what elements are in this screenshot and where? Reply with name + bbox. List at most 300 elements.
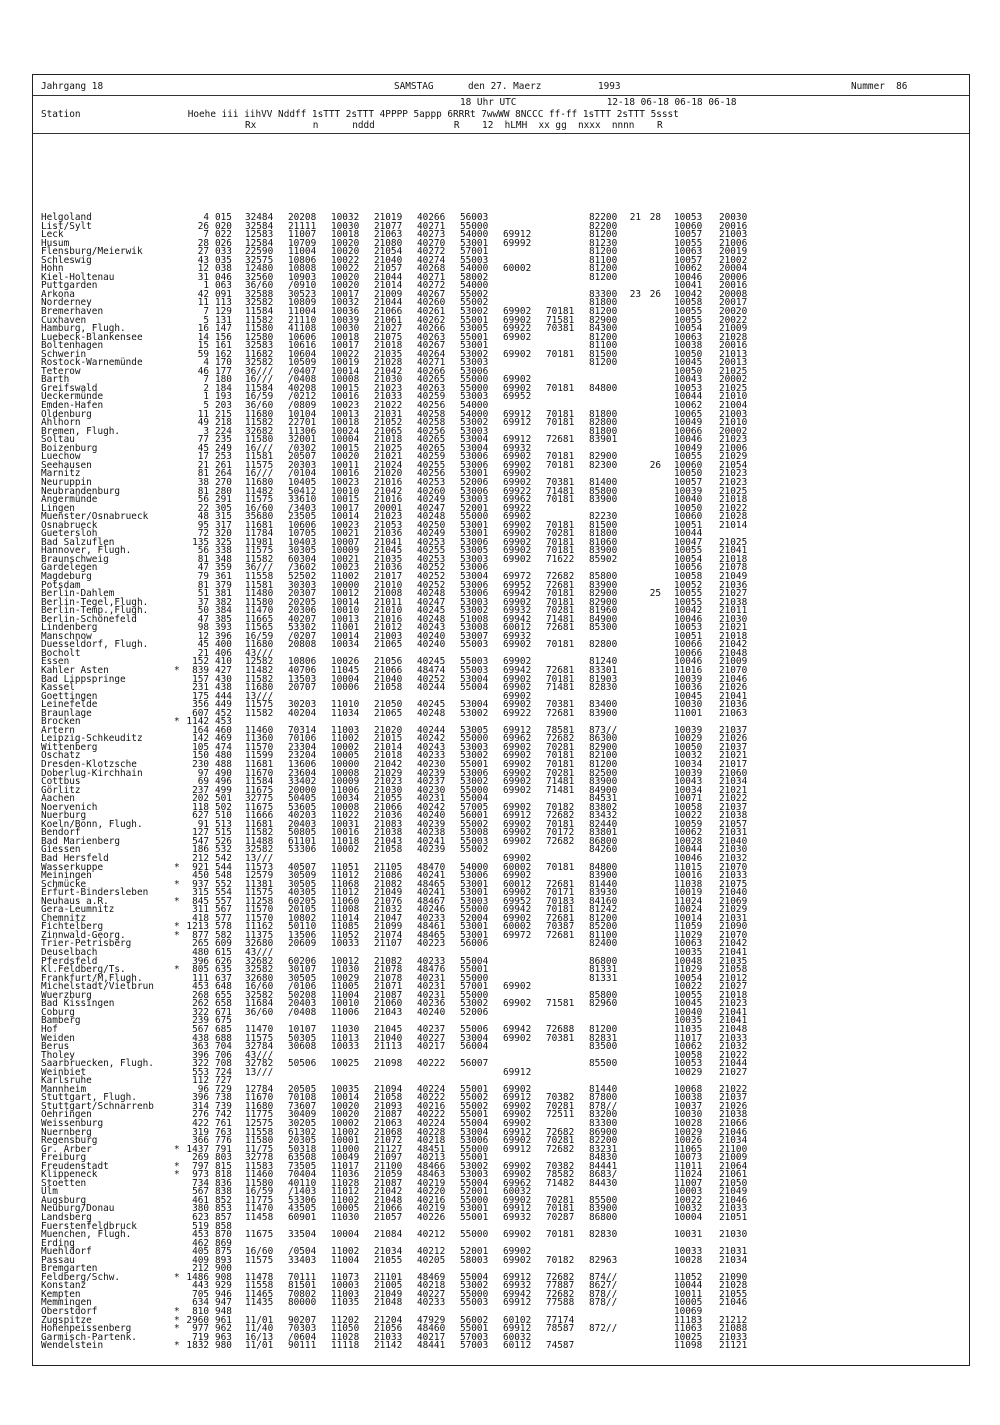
- field-8nccc: 82200: [589, 1135, 618, 1147]
- field-min: 21018: [719, 494, 748, 506]
- field-1sttt: 10015: [331, 442, 360, 454]
- station-name: Kahler Asten: [41, 664, 109, 676]
- field-8nccc: 873//: [589, 724, 618, 736]
- elevation: 311: [192, 904, 209, 916]
- field-4pppp: 40223: [417, 938, 446, 950]
- field-4pppp: 40222: [417, 1058, 446, 1070]
- field-min: 21029: [719, 451, 748, 463]
- elevation: 396: [192, 955, 209, 967]
- field-1sttt: 11030: [331, 1023, 360, 1035]
- field-7wwww: 70181: [546, 750, 575, 762]
- field-min: 21009: [719, 323, 748, 335]
- mountain-marker: *: [174, 1314, 180, 1326]
- elevation: 734: [192, 1177, 209, 1189]
- station-id: 542: [215, 853, 232, 865]
- field-2sttt: 21060: [374, 998, 403, 1010]
- field-6rrrt: 69902: [503, 536, 532, 548]
- table-row: [33, 1126, 969, 1138]
- field-8nccc: 84441: [589, 1160, 618, 1172]
- station-id: 776: [215, 1135, 232, 1147]
- field-1sttt: 10017: [331, 288, 360, 300]
- field-8nccc: 87800: [589, 1092, 618, 1104]
- station-id: 184: [215, 382, 232, 394]
- table-row: [33, 564, 969, 573]
- field-5appp: 53008: [460, 827, 489, 839]
- field-max: 10046: [674, 271, 703, 283]
- field-5appp: 53007: [460, 630, 489, 642]
- field-iihvv: 43///: [245, 647, 274, 659]
- field-5appp: 55004: [460, 1177, 489, 1189]
- field-5appp: 54000: [460, 280, 489, 292]
- field-iihvv: 11575: [245, 1032, 274, 1044]
- field-max: 10060: [674, 459, 703, 471]
- field-4pppp: 40219: [417, 1177, 446, 1189]
- field-max: 11035: [674, 1023, 703, 1035]
- station-id: 249: [215, 442, 232, 454]
- field-8nccc: 81800: [589, 425, 618, 437]
- station-name: Deuselbach: [41, 947, 98, 959]
- field-5appp: 55003: [460, 639, 489, 651]
- field-7wwww: 70181: [546, 904, 575, 916]
- field-2sttt: 21018: [374, 750, 403, 762]
- field-nddff: 33504: [288, 1229, 317, 1241]
- station-id: 875: [215, 1246, 232, 1258]
- field-4pppp: 40226: [417, 1211, 446, 1223]
- field-max: 10004: [674, 1211, 703, 1223]
- field-4pppp: 40260: [417, 297, 446, 309]
- field-1sttt: 10010: [331, 605, 360, 617]
- field-2sttt: 21061: [374, 314, 403, 326]
- field-min: 21029: [719, 904, 748, 916]
- elevation: 69: [197, 776, 209, 788]
- table-row: [33, 485, 969, 497]
- mountain-marker: *: [174, 1340, 180, 1352]
- field-min: 21070: [719, 664, 748, 676]
- field-max: 10055: [674, 588, 703, 600]
- field-2sttt: 21072: [374, 1135, 403, 1147]
- elevation: 453: [192, 981, 209, 993]
- field-7wwww: 72682: [546, 1126, 575, 1138]
- table-row: [33, 1282, 969, 1291]
- field-2sttt: 21068: [374, 1126, 403, 1138]
- field-8nccc: 85902: [589, 553, 618, 565]
- station-id: 177: [215, 365, 232, 377]
- field-nddff: /0408: [288, 1006, 317, 1018]
- field-min: 21022: [719, 1049, 748, 1061]
- field-min: 21057: [719, 818, 748, 830]
- field-6rrrt: 69902: [503, 750, 532, 762]
- field-1sttt: 11202: [331, 1314, 360, 1326]
- station-name: Marnitz: [41, 468, 81, 480]
- field-1sttt: 10020: [331, 280, 360, 292]
- field-iihvv: 11684: [245, 998, 274, 1010]
- field-6rrrt: 69942: [503, 588, 532, 600]
- field-2sttt: 21076: [374, 895, 403, 907]
- field-2sttt: 21010: [374, 579, 403, 591]
- field-max: 10047: [674, 536, 703, 548]
- field-6rrrt: 69902: [503, 784, 532, 796]
- field-2sttt: 21087: [374, 989, 403, 1001]
- field-nddff: 11007: [288, 229, 317, 241]
- field-4pppp: 40256: [417, 425, 446, 437]
- field-min: 21027: [719, 1066, 748, 1078]
- station-id: 449: [215, 699, 232, 711]
- table-row: [33, 376, 969, 385]
- field-nddff: 10606: [288, 519, 317, 531]
- field-1sttt: 11010: [331, 699, 360, 711]
- field-1sttt: 10004: [331, 1229, 360, 1241]
- table-row: [33, 1342, 969, 1351]
- field-2sttt: 21101: [374, 1271, 403, 1283]
- table-row: [33, 470, 969, 479]
- field-7wwww: 71482: [546, 1177, 575, 1189]
- field-5appp: 56003: [460, 212, 489, 223]
- field-min: 21003: [719, 408, 748, 420]
- field-min: 20022: [719, 314, 748, 326]
- elevation: 1213: [186, 921, 209, 933]
- field-iihvv: 11584: [245, 776, 274, 788]
- station-name: Weinbiet: [41, 1066, 87, 1078]
- field-max: 11011: [674, 1160, 703, 1172]
- table-row: [33, 989, 969, 1001]
- field-max: 10043: [674, 776, 703, 788]
- elevation: 38: [197, 476, 209, 488]
- station-name: Kassel: [41, 682, 75, 694]
- field-max: 10044: [674, 1280, 703, 1292]
- station-id: 315: [215, 511, 232, 523]
- field-4pppp: 40213: [417, 1152, 446, 1164]
- station-name: Manschnow: [41, 630, 92, 642]
- station-name: Schwerin: [41, 348, 87, 360]
- field-8nccc: 81800: [589, 528, 618, 540]
- field-8nccc: 81440: [589, 878, 618, 890]
- elevation: 1: [203, 391, 209, 403]
- field-nddff: 40706: [288, 664, 317, 676]
- field-iihvv: 11570: [245, 741, 274, 753]
- field-nddff: /0504: [288, 1246, 317, 1258]
- station-name: Leipzig-Schkeuditz: [41, 733, 143, 745]
- field-iihvv: 16///: [245, 442, 274, 454]
- station-id: 361: [215, 570, 232, 582]
- field-iihvv: 11584: [245, 306, 274, 318]
- field-5appp: 55004: [460, 682, 489, 694]
- field-7wwww: 70181: [546, 306, 575, 318]
- station-id: 948: [215, 1306, 232, 1317]
- field-4pppp: 40249: [417, 528, 446, 540]
- field-max: 10056: [674, 562, 703, 574]
- field-nddff: 10709: [288, 237, 317, 249]
- field-5appp: 53002: [460, 1160, 489, 1172]
- elevation: 405: [192, 1246, 209, 1258]
- field-5appp: 52004: [460, 912, 489, 924]
- field-8nccc: 83900: [589, 707, 618, 719]
- field-6rrrt: 60002: [503, 861, 532, 873]
- station-id: 729: [215, 1083, 232, 1095]
- station-name: Aachen: [41, 793, 75, 805]
- field-8nccc: 81100: [589, 254, 618, 266]
- elevation: 268: [192, 989, 209, 1001]
- elevation: 135: [192, 536, 209, 548]
- field-6rrrt: 69912: [503, 1126, 532, 1138]
- field-2sttt: 21097: [374, 1152, 403, 1164]
- field-2sttt: 21083: [374, 818, 403, 830]
- field-6rrrt: 69902: [503, 1169, 532, 1181]
- station-name: Gardelegen: [41, 562, 98, 574]
- field-max: 10049: [674, 417, 703, 429]
- field-max: 10046: [674, 613, 703, 625]
- station-name: Bad Kissingen: [41, 998, 115, 1010]
- field-nddff: /3403: [288, 502, 317, 514]
- field-4pppp: 40233: [417, 1297, 446, 1309]
- field-5appp: 55001: [460, 1083, 489, 1095]
- elevation: 4: [203, 357, 209, 369]
- field-iihvv: 16///: [245, 374, 274, 386]
- field-4pppp: 40249: [417, 494, 446, 506]
- field-4pppp: 40222: [417, 1092, 446, 1104]
- field-2sttt: 21056: [374, 1323, 403, 1335]
- table-row: [33, 1043, 969, 1052]
- field-min: 21060: [719, 767, 748, 779]
- field-2sttt: 21031: [374, 408, 403, 420]
- field-min: 21037: [719, 1092, 748, 1104]
- field-8nccc: 84800: [589, 382, 618, 394]
- field-iihvv: 32484: [245, 212, 274, 223]
- field-max: 10050: [674, 468, 703, 480]
- field-max: 10055: [674, 545, 703, 557]
- elevation: 396: [192, 1049, 209, 1061]
- table-row: [33, 1032, 969, 1044]
- field-5appp: 53004: [460, 442, 489, 454]
- mountain-marker: *: [174, 1169, 180, 1181]
- field-7wwww: 70381: [546, 1032, 575, 1044]
- field-nddff: 90207: [288, 1314, 317, 1326]
- field-nddff: 10107: [288, 1023, 317, 1035]
- elevation: 356: [192, 699, 209, 711]
- table-row: [33, 536, 969, 548]
- elevation: 269: [192, 1152, 209, 1164]
- table-row: [33, 271, 969, 283]
- field-nddff: 21111: [288, 220, 317, 232]
- table-row: [33, 1017, 969, 1026]
- station-name: Muenchen, Flugh.: [41, 1229, 132, 1241]
- field-6rrrt: 69902: [503, 596, 532, 608]
- station-id: 685: [215, 1023, 232, 1035]
- station-id: 063: [215, 280, 232, 292]
- station-name: Braunschweig: [41, 553, 109, 565]
- field-nddff: 40207: [288, 613, 317, 625]
- field-8nccc: 84531: [589, 793, 618, 805]
- field-min: 21017: [719, 759, 748, 770]
- field-max: 10033: [674, 1246, 703, 1258]
- elevation: 46: [197, 365, 209, 377]
- field-max: 10050: [674, 348, 703, 360]
- station-id: 396: [215, 630, 232, 642]
- field-7wwww: 72681: [546, 664, 575, 676]
- field-2sttt: 21049: [374, 1288, 403, 1300]
- field-4pppp: 40271: [417, 271, 446, 283]
- field-max: 10042: [674, 288, 703, 300]
- field-4pppp: 40220: [417, 1186, 446, 1198]
- field-6rrrt: 69912: [503, 1203, 532, 1215]
- field-4pppp: 40237: [417, 776, 446, 788]
- field-8nccc: 84900: [589, 784, 618, 796]
- table-row: [33, 664, 969, 676]
- field-8nccc: 81200: [589, 271, 618, 283]
- mountain-marker: *: [174, 895, 180, 907]
- field-max: 10035: [674, 1015, 703, 1027]
- field-min: 21054: [719, 459, 748, 471]
- field-max: 10003: [674, 1186, 703, 1198]
- field-iihvv: 12580: [245, 331, 274, 343]
- field-nddff: 10403: [288, 536, 317, 548]
- field-2sttt: 21014: [374, 280, 403, 292]
- field-5appp: 53006: [460, 579, 489, 591]
- field-6rrrt: 69942: [503, 664, 532, 676]
- field-4pppp: 40227: [417, 1288, 446, 1300]
- field-1sttt: 11003: [331, 724, 360, 736]
- gust-ff: 21: [629, 212, 641, 223]
- field-min: 21022: [719, 793, 748, 805]
- field-min: 21035: [719, 955, 748, 967]
- station-name: Freiburg: [41, 1152, 87, 1164]
- field-nddff: 20403: [288, 818, 317, 830]
- field-6rrrt: 69962: [503, 494, 532, 506]
- elevation: 519: [192, 1220, 209, 1232]
- field-nddff: 40507: [288, 861, 317, 873]
- field-8nccc: 81960: [589, 605, 618, 617]
- field-nddff: 20707: [288, 682, 317, 694]
- station-name: Dresden-Klotzsche: [41, 759, 137, 770]
- elevation: 47: [197, 613, 209, 625]
- field-1sttt: 10007: [331, 536, 360, 548]
- field-min: 21070: [719, 929, 748, 941]
- elevation: 45: [197, 639, 209, 651]
- elevation: 48: [197, 511, 209, 523]
- field-7wwww: 70181: [546, 536, 575, 548]
- table-row: [33, 579, 969, 591]
- elevation: 17: [197, 451, 209, 463]
- field-1sttt: 11045: [331, 664, 360, 676]
- field-7wwww: 70181: [546, 639, 575, 651]
- field-2sttt: 21009: [374, 288, 403, 300]
- field-4pppp: 40237: [417, 1023, 446, 1035]
- elevation: 319: [192, 1126, 209, 1138]
- table-row: [33, 718, 969, 727]
- elevation: 37: [197, 596, 209, 608]
- elevation: 719: [192, 1331, 209, 1343]
- field-1sttt: 10015: [331, 382, 360, 394]
- field-6rrrt: 69902: [503, 1032, 532, 1044]
- field-6rrrt: 69902: [503, 682, 532, 694]
- field-6rrrt: 69902: [503, 1229, 532, 1241]
- field-nddff: 32001: [288, 434, 317, 446]
- field-5appp: 54000: [460, 408, 489, 420]
- field-6rrrt: 69902: [503, 459, 532, 471]
- elevation: 98: [197, 622, 209, 634]
- station-id: 147: [215, 323, 232, 335]
- station-id: 501: [215, 793, 232, 805]
- field-max: 10057: [674, 229, 703, 241]
- field-max: 10054: [674, 553, 703, 565]
- field-5appp: 53001: [460, 528, 489, 540]
- table-row: [33, 895, 969, 907]
- field-5appp: 53004: [460, 1032, 489, 1044]
- field-nddff: 23204: [288, 750, 317, 762]
- field-min: 21041: [719, 545, 748, 557]
- field-6rrrt: 69922: [503, 323, 532, 335]
- field-max: 10029: [674, 1126, 703, 1138]
- elevation: 14: [197, 331, 209, 343]
- elevation: 634: [192, 1297, 209, 1309]
- field-1sttt: 10008: [331, 374, 360, 386]
- field-4pppp: 48451: [417, 1143, 446, 1155]
- table-row: [33, 590, 969, 599]
- field-iihvv: 11460: [245, 1169, 274, 1181]
- field-max: 10032: [674, 1203, 703, 1215]
- table-row: [33, 835, 969, 847]
- station-id: 738: [215, 1092, 232, 1104]
- field-5appp: 55001: [460, 1323, 489, 1335]
- field-min: 21033: [719, 1032, 748, 1044]
- field-4pppp: 40256: [417, 468, 446, 480]
- field-4pppp: 40247: [417, 596, 446, 608]
- field-8nccc: 84300: [589, 323, 618, 335]
- station-id: 453: [215, 716, 232, 728]
- station-name: Stoetten: [41, 1177, 87, 1189]
- field-5appp: 53005: [460, 724, 489, 736]
- station-id: 091: [215, 288, 232, 300]
- field-4pppp: 40238: [417, 827, 446, 839]
- table-row: [33, 314, 969, 326]
- field-6rrrt: 69902: [503, 528, 532, 540]
- bulletin-page: [32, 74, 970, 1366]
- field-nddff: 20808: [288, 639, 317, 651]
- field-7wwww: 70181: [546, 673, 575, 685]
- field-5appp: 53002: [460, 707, 489, 719]
- field-7wwww: 70181: [546, 494, 575, 506]
- station-name: Wendelstein: [41, 1340, 104, 1352]
- field-7wwww: 72681: [546, 622, 575, 634]
- field-nddff: 30509: [288, 870, 317, 882]
- station-id: 763: [215, 1126, 232, 1138]
- station-name: Hohn: [41, 263, 64, 275]
- field-max: 10043: [674, 374, 703, 386]
- field-8nccc: 81200: [589, 759, 618, 770]
- field-6rrrt: 69912: [503, 724, 532, 736]
- table-row: [33, 1143, 969, 1155]
- field-2sttt: 21066: [374, 801, 403, 813]
- table-row: [33, 570, 969, 582]
- field-4pppp: 40212: [417, 1229, 446, 1241]
- field-7wwww: 77174: [546, 1314, 575, 1326]
- field-7wwww: 72688: [546, 1023, 575, 1035]
- station-id: 544: [215, 861, 232, 873]
- field-1sttt: 11013: [331, 1032, 360, 1044]
- field-nddff: 20609: [288, 938, 317, 950]
- field-min: 21048: [719, 647, 748, 659]
- station-id: 224: [215, 425, 232, 437]
- field-7wwww: 70382: [546, 1092, 575, 1104]
- table-row: [33, 641, 969, 650]
- field-6rrrt: 60032: [503, 1331, 532, 1343]
- field-min: 21032: [719, 1041, 748, 1053]
- table-row: [33, 795, 969, 804]
- station-id: 869: [215, 1237, 232, 1249]
- field-max: 10053: [674, 382, 703, 394]
- field-min: 21003: [719, 229, 748, 241]
- field-4pppp: 40271: [417, 357, 446, 369]
- field-8nccc: 81800: [589, 408, 618, 420]
